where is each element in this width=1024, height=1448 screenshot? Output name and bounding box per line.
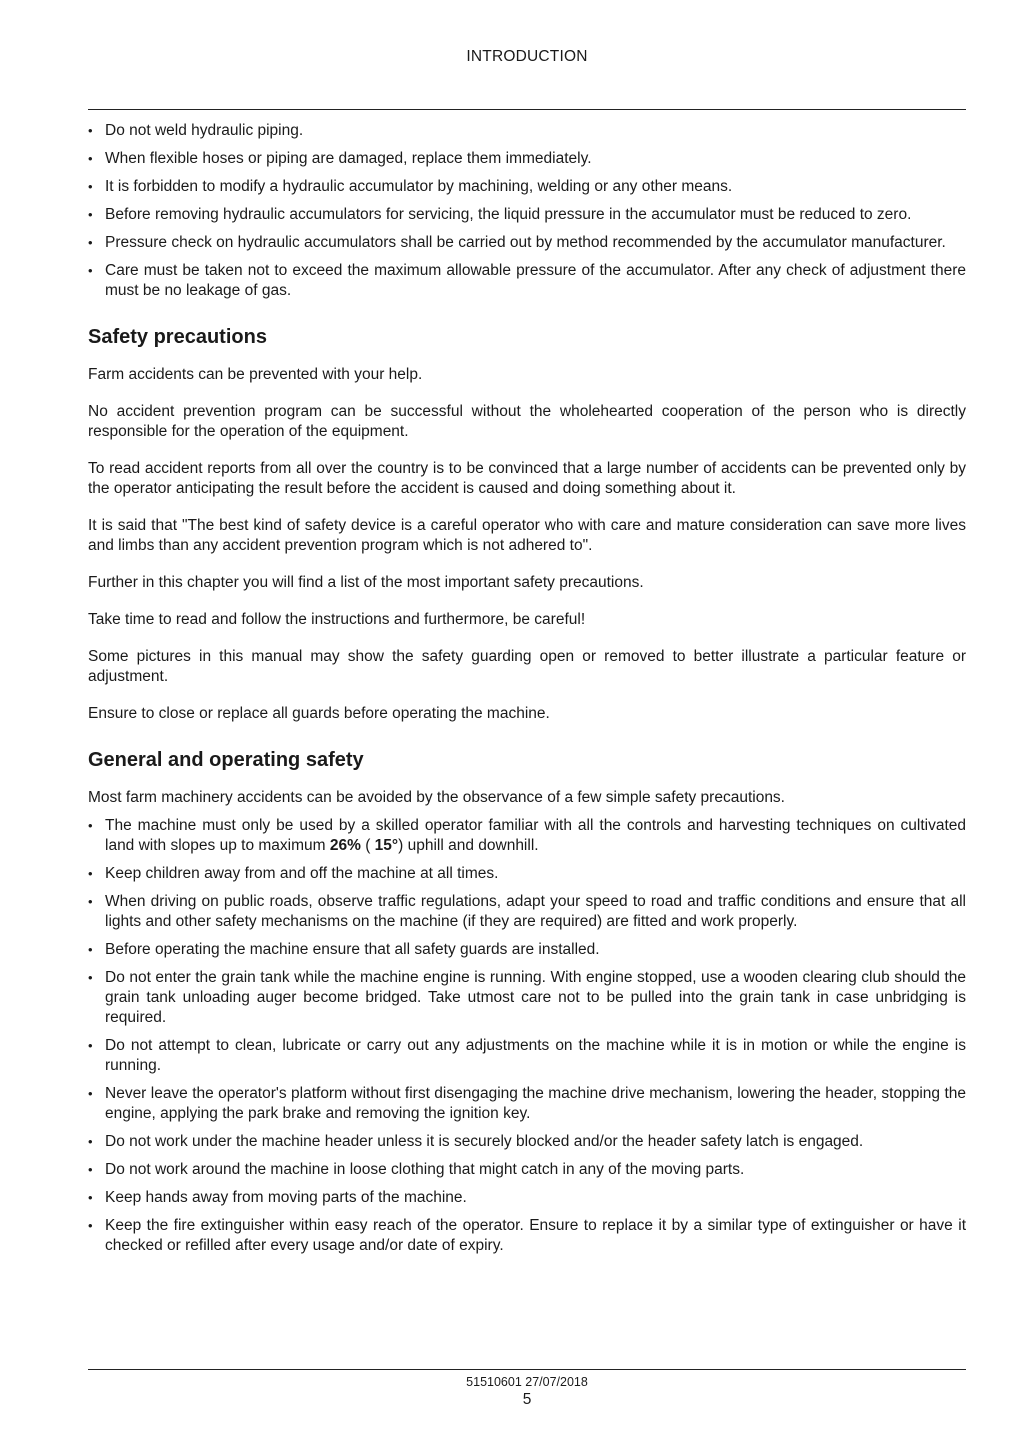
page-content [88,121,966,1264]
bullet-icon: • [88,1038,93,1053]
paragraph: No accident prevention program can be successful without the wholehearted cooperation of the person who is directly responsible for the operation of the equipment. [88,403,966,440]
list-item-text: Keep children away from and off the machine at all times. [105,865,499,882]
bullet-icon: • [88,1162,93,1177]
paragraph: Further in this chapter you will find a list of the most important safety precautions. [88,574,644,591]
bullet-icon: • [88,1218,93,1233]
bullet-icon: • [88,970,93,985]
slope-percent-value: 26% [329,837,361,854]
bullet-icon: • [88,235,93,250]
list-item [88,864,966,884]
list-item-text-end: ) uphill and downhill. [398,837,539,854]
list-item [88,1216,966,1256]
paragraph: Take time to read and follow the instructions and furthermore, be careful! [88,611,586,628]
section-heading-safety-precautions: Safety precautions [88,326,267,348]
list-item [88,1036,966,1076]
bullet-icon: • [88,179,93,194]
slope-degrees-value: 15° [374,837,399,854]
list-item-text-mid: ( [360,837,375,854]
list-item-text: When driving on public roads, observe traffic regulations, adapt your speed to road and traffic conditions and ensure that all lights and other safety mechanisms on the machine (if they are required) are fitted and work properly. [105,893,966,930]
bullet-icon: • [88,1086,93,1101]
list-item [88,940,966,960]
bullet-icon: • [88,1190,93,1205]
list-item-text: Pressure check on hydraulic accumulators shall be carried out by method recommended by the accumulator manufacturer. [105,234,946,251]
list-item-text: Keep hands away from moving parts of the machine. [105,1189,467,1206]
bullet-icon: • [88,942,93,957]
list-item-text: Keep the fire extinguisher within easy reach of the operator. Ensure to replace it by a similar type of extinguisher or have it checked or refilled after every usage and/or date of expiry. [105,1217,966,1254]
list-item [88,816,966,856]
list-item [88,149,966,169]
section-heading-general-operating-safety: General and operating safety [88,749,364,771]
general-safety-bullet-list [88,816,966,1256]
list-item [88,892,966,932]
paragraph: To read accident reports from all over the country is to be convinced that a large number of accidents can be prevented only by the operator anticipating the result before the accident is caused and doing something about it. [88,460,966,497]
bullet-icon: • [88,1134,93,1149]
list-item-text: Do not work around the machine in loose clothing that might catch in any of the moving parts. [105,1161,745,1178]
footer-doc-ref: 51510601 27/07/2018 [466,1375,588,1389]
bullet-icon: • [88,151,93,166]
list-item-text: Never leave the operator's platform without first disengaging the machine drive mechanism, lowering the header, stopping the engine, applying the park brake and removing the ignition key. [105,1085,966,1122]
paragraph: Ensure to close or replace all guards before operating the machine. [88,705,550,722]
list-item-text: When flexible hoses or piping are damaged, replace them immediately. [105,150,592,167]
paragraph: It is said that "The best kind of safety device is a careful operator who with care and mature consideration can save more lives and limbs than any accident prevention program which is not adhered to". [88,517,966,554]
bullet-icon: • [88,263,93,278]
hydraulic-bullet-list [88,121,966,301]
bullet-icon: • [88,894,93,909]
header-rule [88,109,966,110]
bullet-icon: • [88,123,93,138]
list-item [88,205,966,225]
list-item-text: Do not weld hydraulic piping. [105,122,304,139]
list-item [88,261,966,301]
list-item-text: Before operating the machine ensure that all safety guards are installed. [105,941,600,958]
page-header-title: INTRODUCTION [466,48,588,65]
list-item [88,968,966,1028]
list-item [88,1188,966,1208]
list-item [88,1132,966,1152]
list-item [88,1160,966,1180]
paragraph: Farm accidents can be prevented with your help. [88,366,423,383]
bullet-icon: • [88,207,93,222]
footer-rule [88,1369,966,1370]
list-item [88,1084,966,1124]
list-item-text: Care must be taken not to exceed the maximum allowable pressure of the accumulator. After any check of adjustment there must be no leakage of gas. [105,262,966,299]
list-item-text: It is forbidden to modify a hydraulic accumulator by machining, welding or any other means. [105,178,733,195]
list-item-text-start: The machine must only be used by a skilled operator familiar with all the controls and harvesting techniques on cultivated land with slopes up to maximum [105,817,966,854]
list-item [88,233,966,253]
section-intro: Most farm machinery accidents can be avoided by the observance of a few simple safety precautions. [88,789,785,806]
paragraph: Some pictures in this manual may show the safety guarding open or removed to better illustrate a particular feature or adjustment. [88,648,966,685]
list-item-text: Do not work under the machine header unless it is securely blocked and/or the header safety latch is engaged. [105,1133,864,1150]
page-number: 5 [522,1391,532,1408]
list-item-text: Before removing hydraulic accumulators for servicing, the liquid pressure in the accumulator must be reduced to zero. [105,206,912,223]
list-item [88,177,966,197]
list-item [88,121,966,141]
bullet-icon: • [88,866,93,881]
list-item-text: Do not attempt to clean, lubricate or carry out any adjustments on the machine while it is in motion or while the engine is running. [105,1037,966,1074]
list-item-text: Do not enter the grain tank while the machine engine is running. With engine stopped, use a wooden clearing club should the grain tank unloading auger become bridged. Take utmost care not to be pulled into the grain tank in case unbridging is required. [105,969,966,1026]
bullet-icon: • [88,818,93,833]
